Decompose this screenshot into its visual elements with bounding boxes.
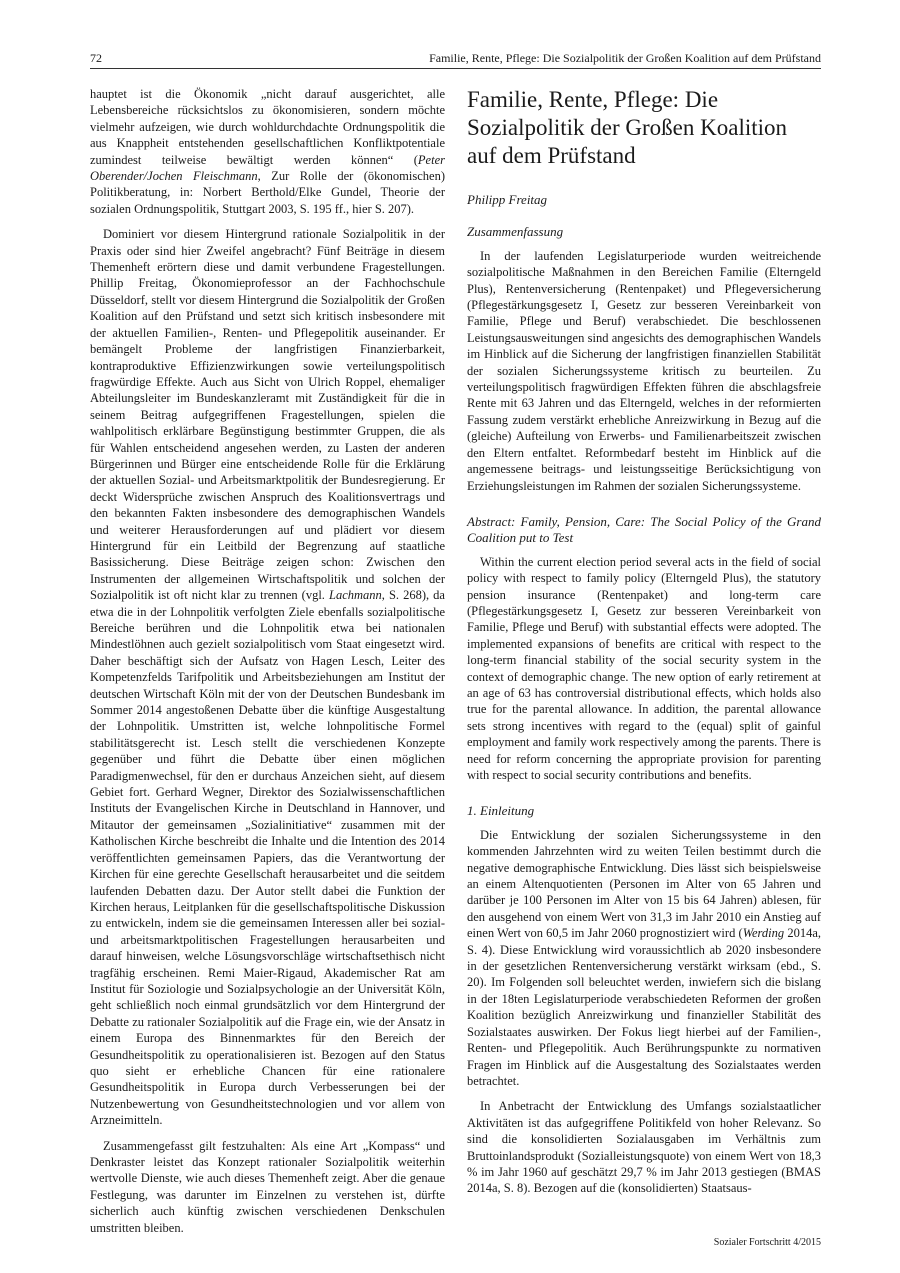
section-heading: 1. Einleitung	[467, 803, 535, 819]
article-author: Philipp Freitag	[467, 192, 548, 207]
text-run: 2014a, S. 4). Diese Entwicklung wird voraussichtlich ab 2020 insbesondere in der gesetzlichen Rentenversicherung verstärkt wirksam (ebd., S. 20). Im Folgenden soll beleuchtet werden, inwiefern sich die bislang in der 18ten Legislaturperiode verabschiedeten Reformen der großen Koalition bezüglich Anreizwirkung und finanzieller Stabilität des Sozialstaates auswirken. Der Fokus liegt hierbei auf der Familien-, Renten- und Pflegepolitik. Auch Berührungspunkte zu normativen Fragen im Hinblick auf die Ausgestaltung des Sozialstaates werden betrachtet.	[467, 926, 821, 1088]
text-run: Die Entwicklung der sozialen Sicherungssysteme in den kommenden Jahrzehnten wird zu weiten Teilen bestimmt durch die negative demographische Entwicklung. Dies lässt sich beispielsweise an einem Altenquotienten (Personen im Alter von 65 Jahren und darüber je 100 Personen im Alter von 15 bis 64 Jahren) ablesen, für den ausgehend von einem Wert von 31,3 im Jahr 2010 ein Anstieg auf einen Wert von 60,5 im Jahr 2060 prognostiziert wird (	[467, 827, 821, 941]
text-run: , Zur Rolle der (ökonomischen) Politikberatung, in: Norbert Berthold/Elke Gundel, Theorie der sozialen Ordnungspolitik, Stuttgart 2003, S. 195 ff., hier S. 207).	[90, 169, 445, 216]
summary-heading: Zusammenfassung	[467, 224, 564, 240]
page-number: 72	[90, 51, 102, 65]
abstract-text: Within the current election period several acts in the field of social policy with respect to family policy (Elterngeld Plus), the statutory pension insurance (Rentenpaket) and long-term care (Pflegestärkungsgesetz I, Gesetz zur besseren Vereinbarkeit von Familie, Pflege und Beruf) with substantial effects were adopted. The implemented expansions of benefits are critical with respect to the long-term financial stability of the social security system in the context of demographic change. The new option of early retirement at an age of 63 has controversial distributional effects, which holds also true for the parental allowance. In addition, the parental allowance sets strong incentives with regard to the (equal) split of gainful employment and family work respectively among the parents. There is need for reform concerning the appropriate provision for parenting with respect to social security contributions and benefits.	[467, 554, 821, 782]
text-run: hauptet ist die Ökonomik „nicht darauf ausgerichtet, alle Lebensbereiche rücksichtslos zu ökonomisieren, sondern möchte vielmehr aufzeigen, wie durch wohldurchdachte Ordnungspolitik die aus Knappheit entstehenden gesellschaftlichen Konfliktpotentiale zumindest teilweise bewältigt werden können“ (	[90, 87, 445, 167]
article-title: Familie, Rente, Pflege: Die Sozialpolitik der Großen Koalition auf dem Prüfstand	[467, 87, 788, 168]
intro-paragraph-2: In Anbetracht der Entwicklung des Umfangs sozialstaatlicher Aktivitäten ist das aufgegriffene Politikfeld von hoher Relevanz. So sind die konsolidierten Sozialausgaben im Verhältnis zum Bruttoinlandsprodukt (Sozialleistungsquote) von einem Wert von 18,3 % im Jahr 1960 auf geschätzt 29,7 % im Jahr 2013 gestiegen (BMAS 2014a, S. 8). Bezogen auf die (konsolidierten) Staatsaus-	[467, 1099, 821, 1196]
citation-author: Lachmann	[329, 588, 382, 603]
citation-author: Werding	[742, 926, 785, 941]
journal-footer: Sozialer Fortschritt 4/2015	[713, 1237, 821, 1248]
paragraph-continuation	[90, 86, 445, 217]
running-header	[90, 50, 821, 67]
header-rule	[90, 68, 821, 69]
abstract-heading: Abstract: Family, Pension, Care: The Social Policy of the Grand Coalition put to Test	[467, 513, 821, 546]
left-column	[90, 86, 445, 1245]
intro-paragraph-1	[467, 827, 821, 1090]
text-run: Dominiert vor diesem Hintergrund rationale Sozialpolitik in der Praxis oder sind hier Zweifel angebracht? Fünf Beiträge in diesem Themenheft erörtern diese und damit verbundene Fragestellungen. Phillip Freitag, Ökonomieprofessor an der Fachhochschule Düsseldorf, stellt vor diesem Hintergrund die Sozialpolitik der Großen Koalition auf den Prüfstand und setzt sich kritisch insbesondere mit der aktuellen Familien-, Renten- und Pflegepolitik auseinander. Er bemängelt Probleme der langfristigen Finanzierbarkeit, kontraproduktive Effizienzwirkungen sowie verteilungspolitisch fragwürdige Effekte. Auch aus Sicht von Ulrich Roppel, ehemaliger Abteilungsleiter im Bundeskanzleramt mit Zuständigkeit für die in seinem Beitrag aufgegriffenen Fragestellungen, spielen die wahlpolitisch erklärbare Begünstigung bestimmter Gruppen, die als für Wahlen entscheidend angesehen werden, zu Lasten der anderen Bürgerinnen und Bürger eine entscheidende Rolle für die Erklärung der aktuellen Sozial- und Arbeitsmarktpolitik der Bundesregierung. Er deckt Widersprüche zwischen Anspruch des Koalitionsvertrags und den bekannten Fakten insbesondere des demographischen Wandels und weiterer Herausforderungen auf und plädiert vor diesem Hintergrund für ein Leitbild der Begrenzung auf staatliche Basissicherung. Diese Beiträge zeigen schon: Zwischen den Instrumenten der allgemeinen Wirtschaftspolitik und solchen der Sozialpolitik ist oft nicht klar zu trennen (vgl.	[90, 227, 445, 603]
summary-text: In der laufenden Legislaturperiode wurden weitreichende sozialpolitische Maßnahmen in den Bereichen Familie (Elterngeld Plus), Rentenversicherung (Rentenpaket) und Pflegeversicherung (Pflegestärkungsgesetz I, Gesetz zur besseren Vereinbarkeit von Familie, Pflege und Beruf) verabschiedet. Die beschlossenen Leistungsausweitungen sind angesichts des demographischen Wandels im Hinblick auf die Sicherung der langfristigen finanziellen Stabilität der sozialen Sicherungssysteme kritisch zu beurteilen. Zu verteilungspolitisch fragwürdigen Effekten führen die abschlagsfreie Rente mit 63 Jahren und das Elterngeld, welches in der reformierten Fassung zudem verstärkt erhebliche Anreizwirkung in Bezug auf die (gleiche) Aufteilung von Erwerbs- und Familienarbeitszeit zwischen den Eltern entfaltet. Reformbedarf besteht im Hinblick auf die angemessene beitrags- und leistungsseitige Berücksichtigung von Erziehungsleistungen im Rahmen der sozialen Sicherungssysteme.	[467, 248, 821, 493]
text-run: , S. 268), da etwa die in der Lohnpolitik verfolgten Ziele ebenfalls sozialpolitische Bereiche berühren und die Lohnpolitik etwa bei nationalen Mindestlöhnen auch gezielt sozialpolitisch vom Staat eingesetzt wird. Daher beschäftigt sich der Aufsatz von Hagen Lesch, Leiter des Kompetenzfelds Tarifpolitik und Arbeitsbeziehungen am Institut der deutschen Wirtschaft Köln mit der von der Deutschen Bundesbank im Sommer 2014 angestoßenen Debatte über die künftige Ausgestaltung der Lohnpolitik. Umstritten ist, welche lohnpolitische Formel stabilitätsgerecht ist. Lesch stellt die verschiedenen Konzepte gegenüber und führt die Debatte über einen möglichen Paradigmenwechsel, für den er durchaus Anzeichen sieht, auf diesem Gebiet fort. Gerhard Wegner, Direktor des Sozialwissenschaftlichen Instituts der Evangelischen Kirche in Deutschland in Hannover, und Mitautor der gemeinsamen „Sozialinitiative“ zusammen mit der Katholischen Kirche beschreibt die Inhalte und die Intention des 2014 veröffentlichten gemeinsamen Papiers, das die Verantwortung der Kirchen für eine gerechte Gesellschaft herausarbeitet und die seitdem laufenden Debatten dazu. Der Autor stellt dabei die Funktion der Kirchen heraus, Leitplanken für die gesellschaftspolitische Diskussion zu entwickeln, indem sie die gemeinsamen Interessen aller bei sozial- und arbeitsmarktpolitischen Fragestellungen herausarbeiten und darauf hinweisen, welche Lösungsvorschläge wirtschaftsethisch nicht tragfähig erscheinen. Remi Maier-Rigaud, Akademischer Rat am Institut für Soziologie und Sozialpsychologie an der Universität Köln, geht schließlich noch einmal grundsätzlich vor dem Hintergrund der Debatte zu rationaler Sozialpolitik auf die Frage ein, wie der Ansatz in einem Europa des Binnenmarktes für den Bereich der Gesundheitspolitik zu operationalisieren ist. Bezogen auf den Status quo sieht er erhebliche Chancen für eine rationalere Gesundheitspolitik in Europa durch Verbesserungen bei der Nutzenbewertung von Gesundheitstechnologien und vor allem von Arzneimitteln.	[90, 588, 445, 1128]
paragraph-conclusion: Zusammengefasst gilt festzuhalten: Als eine Art „Kompass“ und Denkraster leistet das Konzept rationaler Sozialpolitik weiterhin wertvolle Dienste, wie auch dieses Themenheft zeigt. Aber die genaue Festlegung, was darunter im Einzelnen zu verstehen ist, dürfte sicherlich auch künftig zwischen verschiedenen Denkschulen umstritten bleiben.	[90, 1138, 445, 1235]
running-title: Familie, Rente, Pflege: Die Sozialpolitik der Großen Koalition auf dem Prüfstand	[429, 51, 821, 65]
citation-authors: Peter Oberender/Jochen Fleischmann	[90, 152, 445, 184]
paragraph-themenheft	[90, 226, 445, 1128]
right-column	[467, 86, 821, 1206]
